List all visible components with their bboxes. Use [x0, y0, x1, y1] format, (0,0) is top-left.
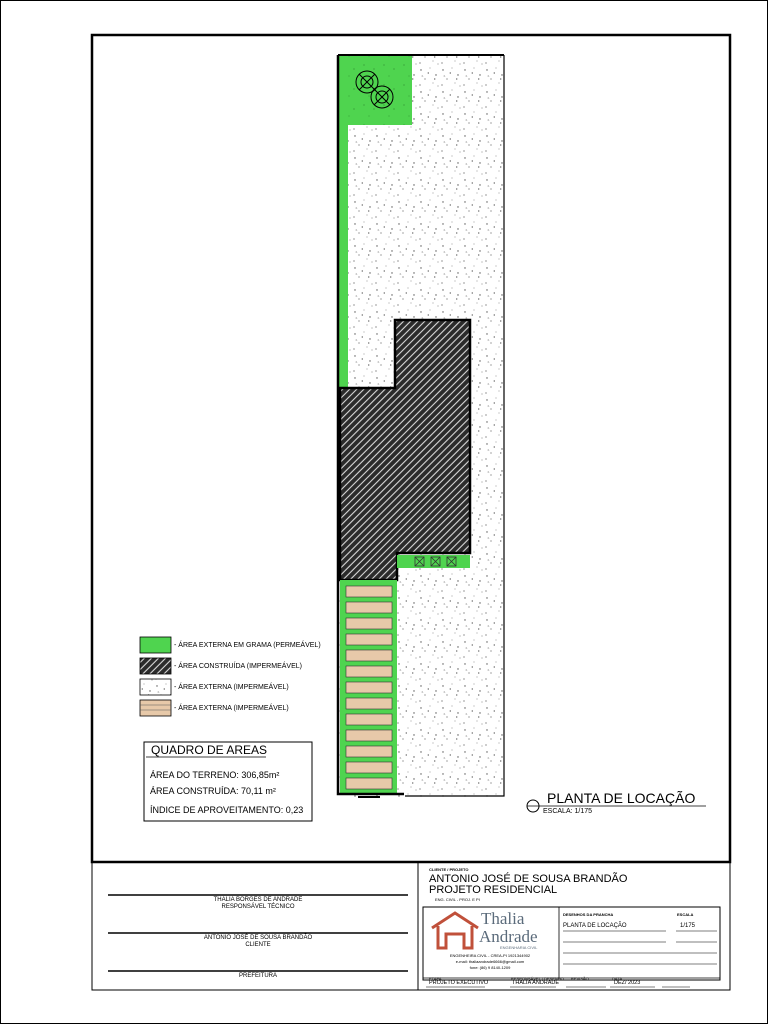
email-line: e-mail: thaliaandrade6666@gmail.com: [455, 959, 525, 964]
site-plan: [338, 55, 504, 797]
engineer-line: ENGENHEIRA CIVIL - CREA-PI 1921344902: [449, 953, 531, 958]
drawing-title: PLANTA DE LOCAÇÃO: [547, 790, 696, 806]
legend: [140, 637, 171, 716]
legend-swatch-wood: [140, 700, 171, 716]
resp-value: THALIA ANDRADE: [512, 980, 560, 986]
sheet-value: PLANTA DE LOCAÇÃO: [563, 923, 627, 929]
grass-strip-left: [338, 55, 348, 388]
client-label: CLIENTE / PROJETO: [429, 867, 469, 872]
logo-house-icon: [432, 913, 478, 948]
area-built: ÁREA CONSTRUÍDA: 70,11 m²: [150, 786, 276, 796]
area-index: ÍNDICE DE APROVEITAMENTO: 0,23: [150, 805, 304, 815]
area-lot: ÁREA DO TERRENO: 306,85m²: [150, 770, 280, 780]
signature-name-technical: THALIA BORGES DE ANDRADE: [213, 897, 303, 903]
resp-label: RESPONSÁVEL / DESENHO: [511, 976, 564, 981]
legend-label-wood: - ÁREA EXTERNA (IMPERMEÁVEL): [174, 705, 289, 712]
drawing-scale: ESCALA: 1/175: [543, 808, 593, 815]
project-name: PROJETO RESIDENCIAL: [429, 884, 558, 896]
logo-line1: Thalia: [481, 909, 525, 928]
signature-name-client: ANTONIO JOSÉ DE SOUSA BRANDÃO: [203, 935, 313, 941]
legend-label-external: - ÁREA EXTERNA (IMPERMEÁVEL): [174, 684, 289, 691]
sheet-label: DESENHOS DA PRANCHA: [563, 912, 614, 917]
date-value: DEZ/ 2023: [614, 980, 641, 986]
logo-tag: ENGENHARIA CIVIL: [500, 945, 538, 950]
date-label: DATA: [612, 976, 623, 981]
stage-label: ETAPA: [429, 976, 442, 981]
legend-swatch-grass: [140, 637, 171, 653]
phone-line: fone: (86) 9 8140-1209: [469, 965, 511, 970]
legend-swatch-built: [140, 658, 171, 674]
legend-swatch-external: [140, 679, 171, 695]
signature-role-technical: RESPONSÁVEL TÉCNICO: [221, 904, 295, 910]
legend-label-built: - ÁREA CONSTRUÍDA (IMPERMEÁVEL): [174, 663, 302, 670]
legend-label-grass: - ÁREA EXTERNA EM GRAMA (PERMEÁVEL): [174, 642, 321, 649]
logo-line2: Andrade: [479, 927, 538, 946]
signature-role-city: PREFEITURA: [238, 973, 277, 979]
project-sub: ENG. CIVIL - PROJ. E PI: [435, 897, 480, 902]
grass-area-top: [346, 55, 412, 125]
scale-value: 1/175: [680, 923, 696, 929]
signature-role-client: CLIENTE: [245, 942, 271, 948]
client-name: ANTONIO JOSÉ DE SOUSA BRANDÃO: [429, 873, 628, 885]
stage-value: PROJETO EXECUTIVO: [429, 980, 489, 986]
rev-label: REVISÃO: [571, 976, 589, 981]
areas-table-title: QUADRO DE AREAS: [151, 743, 268, 757]
scale-label: ESCALA: [677, 912, 694, 917]
